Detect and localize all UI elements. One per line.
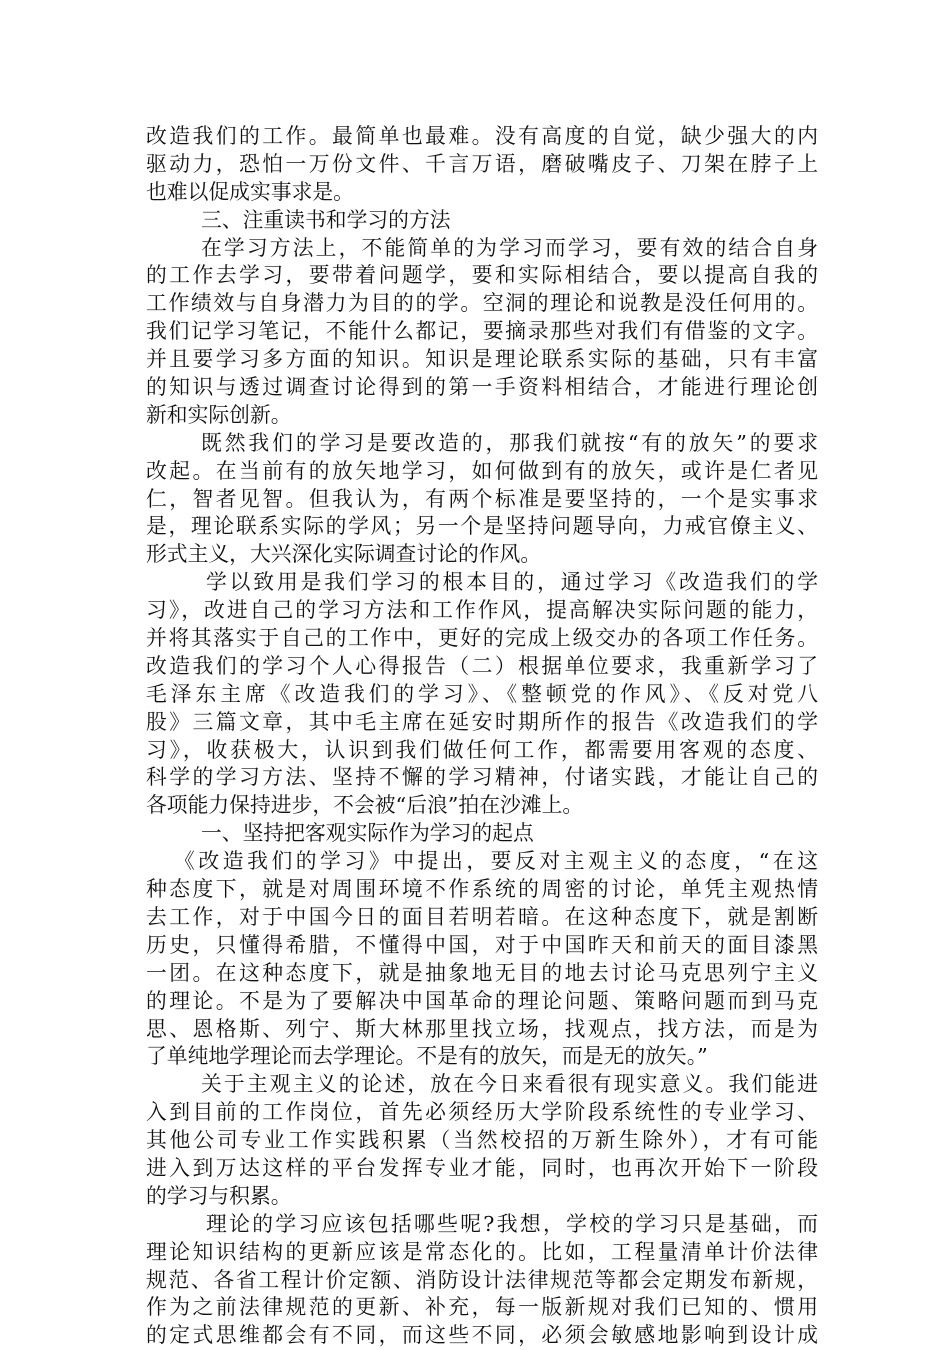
- text-line: 工作绩效与自身潜力为目的的学。空洞的理论和说教是没任何用的。: [146, 291, 818, 316]
- section-heading: 一、坚持把客观实际作为学习的起点: [201, 821, 534, 846]
- text-line: 理论知识结构的更新应该是常态化的。比如，工程量清单计价法律: [146, 1239, 818, 1264]
- text-line: 习》，收获极大，认识到我们做任何工作，都需要用客观的态度、: [146, 737, 818, 762]
- text-line: 驱动力，恐怕一万份文件、千言万语，磨破嘴皮子、刀架在脖子上: [146, 151, 818, 176]
- text-line: 的知识与透过调查讨论得到的第一手资料相结合，才能进行理论创: [146, 375, 818, 400]
- text-line: 的理论。不是为了要解决中国革命的理论问题、策略问题而到马克: [146, 988, 818, 1013]
- text-line: 规范、各省工程计价定额、消防设计法律规范等都会定期发布新规，: [146, 1267, 818, 1292]
- text-line: 进入到万达这样的平台发挥专业才能，同时，也再次开始下一阶段: [146, 1155, 818, 1180]
- text-line: 在学习方法上，不能简单的为学习而学习，要有效的结合自身: [201, 235, 818, 260]
- document-body: [146, 123, 818, 1350]
- text-line: 新和实际创新。: [146, 402, 292, 427]
- text-line: 学以致用是我们学习的根本目的，通过学习《改造我们的学: [206, 570, 818, 595]
- text-line: 入到目前的工作岗位，首先必须经历大学阶段系统性的专业学习、: [146, 1100, 818, 1125]
- text-line: 形式主义，大兴深化实际调查讨论的作风。: [146, 542, 542, 567]
- text-line: 并且要学习多方面的知识。知识是理论联系实际的基础，只有丰富: [146, 347, 818, 372]
- text-line: 既然我们的学习是要改造的，那我们就按“有的放矢”的要求: [201, 430, 818, 455]
- text-line: 思、恩格斯、列宁、斯大林那里找立场，找观点，找方法，而是为: [146, 1016, 818, 1041]
- text-line: 的工作去学习，要带着问题学，要和实际相结合，要以提高自我的: [146, 263, 818, 288]
- text-line: 改造我们的工作。最简单也最难。没有高度的自觉，缺少强大的内: [146, 124, 818, 148]
- text-line: 历史，只懂得希腊，不懂得中国，对于中国昨天和前天的面目漆黑: [146, 932, 818, 957]
- text-line: 各项能力保持进步，不会被“后浪”拍在沙滩上。: [146, 793, 584, 818]
- text-line: 的定式思维都会有不同，而这些不同，必须会敏感地影响到设计成: [146, 1323, 818, 1348]
- section-heading: 三、注重读书和学习的方法: [201, 207, 451, 232]
- text-line: 去工作，对于中国今日的面目若明若暗。在这种态度下，就是割断: [146, 904, 818, 929]
- text-line: 习》，改进自己的学习方法和工作作风，提高解决实际问题的能力，: [146, 598, 818, 623]
- text-line: 我们记学习笔记，不能什么都记，要摘录那些对我们有借鉴的文字。: [146, 319, 818, 344]
- text-line: 是，理论联系实际的学风；另一个是坚持问题导向，力戒官僚主义、: [146, 514, 818, 539]
- text-line: 仁，智者见智。但我认为，有两个标准是要坚持的，一个是实事求: [146, 486, 818, 511]
- text-line: 《改造我们的学习》中提出，要反对主观主义的态度，“在这: [174, 849, 818, 874]
- text-line: 毛泽东主席《改造我们的学习》、《整顿党的作风》、《反对党八: [146, 681, 818, 706]
- text-line: 了单纯地学理论而去学理论。不是有的放矢，而是无的放矢。”: [146, 1044, 708, 1069]
- text-line: 其他公司专业工作实践积累（当然校招的万新生除外），才有可能: [146, 1128, 818, 1153]
- text-line: 并将其落实于自己的工作中，更好的完成上级交办的各项工作任务。: [146, 626, 818, 651]
- text-line: 改起。在当前有的放矢地学习，如何做到有的放矢，或许是仁者见: [146, 458, 818, 483]
- text-line: 作为之前法律规范的更新、补充，每一版新规对我们已知的、惯用: [146, 1295, 818, 1320]
- text-line: 关于主观主义的论述，放在今日来看很有现实意义。我们能进: [201, 1072, 818, 1097]
- text-line: 的学习与积累。: [146, 1183, 292, 1208]
- text-line: 一团。在这种态度下，就是抽象地无目的地去讨论马克思列宁主义: [146, 960, 818, 985]
- text-line: 种态度下，就是对周围环境不作系统的周密的讨论，单凭主观热情: [146, 877, 818, 902]
- text-line: 也难以促成实事求是。: [146, 179, 354, 204]
- text-line: 理论的学习应该包括哪些呢?我想，学校的学习只是基础，而: [206, 1211, 818, 1236]
- text-line: 改造我们的学习个人心得报告（二）根据单位要求，我重新学习了: [146, 653, 818, 678]
- text-line: 股》三篇文章，其中毛主席在延安时期所作的报告《改造我们的学: [146, 709, 818, 734]
- text-line: 科学的学习方法、坚持不懈的学习精神，付诸实践，才能让自己的: [146, 765, 818, 790]
